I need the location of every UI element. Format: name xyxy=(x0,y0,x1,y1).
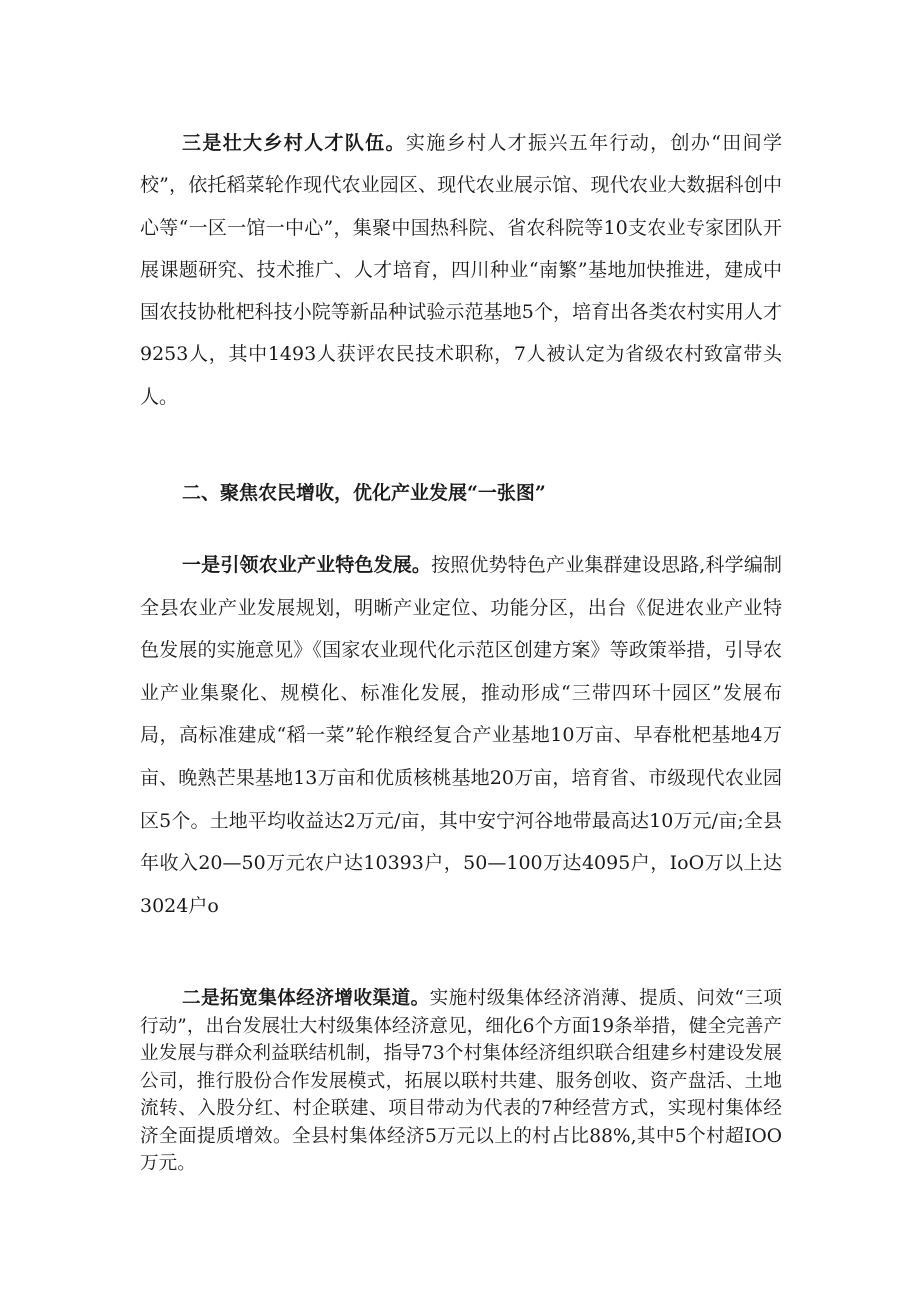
paragraph-body: 实施乡村人才振兴五年行动，创办“田间学校”，依托稻菜轮作现代农业园区、现代农业展示馆、现代农业大数据科创中心等“一区一馆一中心”，集聚中国热科院、省农科院等10支农业专家团队开展课题研究、技术推广、人才培育，四川种业“南繁”基地加快推进，建成中国农技协枇杷科技小院等新品种试验示范基地5个，培育出各类农村实用人才9253人，其中1493人获评农民技术职称，7人被认定为省级农村致富带头人。 xyxy=(140,132,782,408)
paragraph-lead: 二是拓宽集体经济增收渠道。 xyxy=(182,988,430,1009)
paragraph-lead: 一是引领农业产业特色发展。 xyxy=(182,554,432,576)
section-heading: 二、聚焦农民增收，优化产业发展“一张图” xyxy=(182,482,546,504)
paragraph-body: 按照优势特色产业集群建设思路,科学编制全县农业产业发展规划，明晰产业定位、功能分区，出台《促进农业产业特色发展的实施意见》《国家农业现代化示范区创建方案》等政策举措，引导农业产业集聚化、规模化、标准化发展，推动形成“三带四环十园区”发展布局，高标准建成“稻一菜”轮作粮经复合产业基地10万亩、早春枇杷基地4万亩、晚熟芒果基地13万亩和优质核桃基地20万亩，培育省、市级现代农业园区5个。土地平均收益达2万元/亩，其中安宁河谷地带最高达10万元/亩;全县年收入20—50万元农户达10393户，50—100万达4095户，IoO万以上达3024户o xyxy=(140,554,782,917)
paragraph-collective-economy xyxy=(140,985,782,1178)
paragraph-lead: 三是壮大乡村人才队伍。 xyxy=(182,132,406,154)
paragraph-talent-team xyxy=(140,122,782,418)
paragraph-body: 实施村级集体经济消薄、提质、问效“三项行动”，出台发展壮大村级集体经济意见，细化6个方面19条举措，健全完善产业发展与群众利益联结机制，指导73个村集体经济组织联合组建乡村建设发展公司，推行股份合作发展模式，拓展以联村共建、服务创收、资产盘活、土地流转、入股分红、村企联建、项目带动为代表的7种经营方式，实现村集体经济全面提质增效。全县村集体经济5万元以上的村占比88%,其中5个村超IOO万元。 xyxy=(140,988,782,1174)
paragraph-industry-development xyxy=(140,544,782,927)
